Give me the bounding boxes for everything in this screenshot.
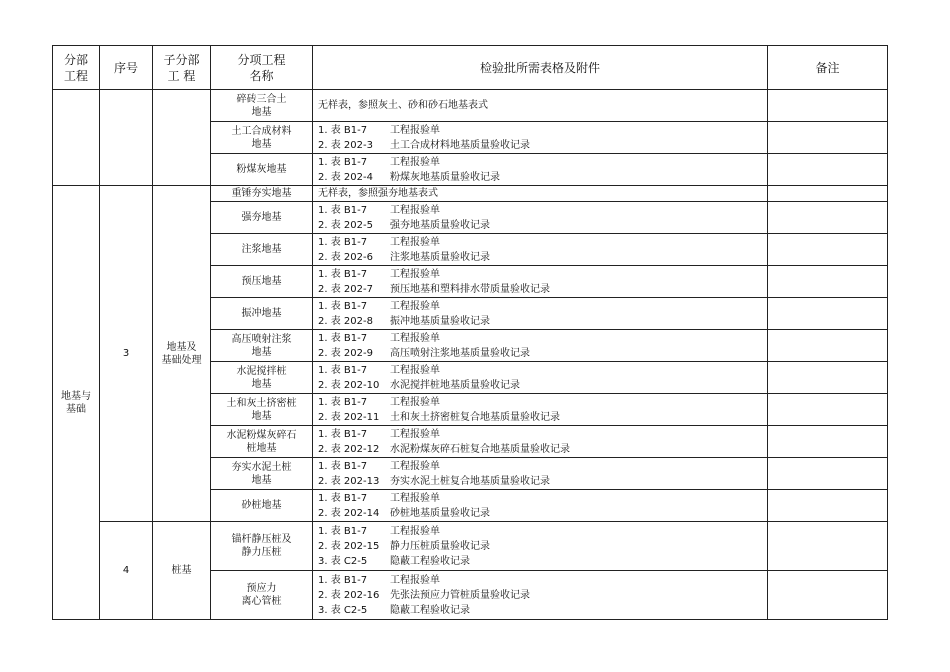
item-name: 重锤夯实地基 (211, 186, 313, 202)
group-4-name: 桩基 (153, 522, 211, 620)
item-name: 水泥粉煤灰碎石 桩地基 (211, 426, 313, 458)
item-docs: 1. 表 B1-7 工程报验单 2. 表 202-9 高压喷射注浆地基质量验收记录 (313, 330, 768, 362)
header-forms: 检验批所需表格及附件 (313, 46, 768, 90)
item-name: 夯实水泥土桩 地基 (211, 458, 313, 490)
item-remark (768, 522, 888, 571)
item-docs: 1. 表 B1-7 工程报验单 2. 表 202-8 振冲地基质量验收记录 (313, 298, 768, 330)
item-remark (768, 234, 888, 266)
inspection-forms-table (52, 45, 888, 620)
item-docs: 无样表，参照强夯地基表式 (313, 186, 768, 202)
header-fenbu: 分部 工程 (53, 46, 100, 90)
item-docs: 1. 表 B1-7 工程报验单 2. 表 202-10 水泥搅拌桩地基质量验收记录 (313, 362, 768, 394)
item-name: 水泥搅拌桩 地基 (211, 362, 313, 394)
item-remark (768, 490, 888, 522)
item-name: 振冲地基 (211, 298, 313, 330)
cell-xuhao-top (100, 90, 153, 186)
item-remark (768, 426, 888, 458)
item-remark (768, 186, 888, 202)
header-zifenbu: 子分部 工 程 (153, 46, 211, 90)
item-name: 注浆地基 (211, 234, 313, 266)
cell-zifenbu-top (153, 90, 211, 186)
item-docs: 1. 表 B1-7 工程报验单 2. 表 202-5 强夯地基质量验收记录 (313, 202, 768, 234)
item-name: 粉煤灰地基 (211, 154, 313, 186)
item-name: 锚杆静压桩及 静力压桩 (211, 522, 313, 571)
item-name: 砂桩地基 (211, 490, 313, 522)
item-docs: 1. 表 B1-7 工程报验单 2. 表 202-4 粉煤灰地基质量验收记录 (313, 154, 768, 186)
cell-fenbu-top (53, 90, 100, 186)
item-name: 预应力 离心管桩 (211, 571, 313, 620)
table-row (53, 90, 888, 122)
table-row (53, 186, 888, 202)
item-docs: 1. 表 B1-7 工程报验单 2. 表 202-15 静力压桩质量验收记录 3. 表 C2-5 隐蔽工程验收记录 (313, 522, 768, 571)
group-4-number: 4 (100, 522, 153, 620)
item-remark (768, 266, 888, 298)
item-remark (768, 458, 888, 490)
group-3-name: 地基及 基础处理 (153, 186, 211, 522)
item-name: 高压喷射注浆 地基 (211, 330, 313, 362)
item-remark (768, 571, 888, 620)
item-remark (768, 362, 888, 394)
header-row (53, 46, 888, 90)
item-name: 碎砖三合土 地基 (211, 90, 313, 122)
table-row (53, 522, 888, 571)
item-docs: 1. 表 B1-7 工程报验单 2. 表 202-7 预压地基和塑料排水带质量验收记录 (313, 266, 768, 298)
fenbu-diji-yu-jichu: 地基与 基础 (53, 186, 100, 620)
item-docs: 1. 表 B1-7 工程报验单 2. 表 202-12 水泥粉煤灰碎石桩复合地基质量验收记录 (313, 426, 768, 458)
group-3-number: 3 (100, 186, 153, 522)
item-docs: 1. 表 B1-7 工程报验单 2. 表 202-6 注浆地基质量验收记录 (313, 234, 768, 266)
item-remark (768, 330, 888, 362)
item-name: 土和灰土挤密桩 地基 (211, 394, 313, 426)
item-docs: 1. 表 B1-7 工程报验单 2. 表 202-13 夯实水泥土桩复合地基质量验收记录 (313, 458, 768, 490)
item-docs: 1. 表 B1-7 工程报验单 2. 表 202-11 土和灰土挤密桩复合地基质量验收记录 (313, 394, 768, 426)
item-docs: 1. 表 B1-7 工程报验单 2. 表 202-16 先张法预应力管桩质量验收记录 3. 表 C2-5 隐蔽工程验收记录 (313, 571, 768, 620)
item-remark (768, 122, 888, 154)
header-fenxiang: 分项工程 名称 (211, 46, 313, 90)
item-remark (768, 394, 888, 426)
item-docs: 无样表，参照灰土、砂和砂石地基表式 (313, 90, 768, 122)
item-docs: 1. 表 B1-7 工程报验单 2. 表 202-3 土工合成材料地基质量验收记录 (313, 122, 768, 154)
item-name: 预压地基 (211, 266, 313, 298)
header-xuhao: 序号 (100, 46, 153, 90)
item-name: 土工合成材料 地基 (211, 122, 313, 154)
item-remark (768, 202, 888, 234)
item-remark (768, 298, 888, 330)
item-remark (768, 154, 888, 186)
item-name: 强夯地基 (211, 202, 313, 234)
item-docs: 1. 表 B1-7 工程报验单 2. 表 202-14 砂桩地基质量验收记录 (313, 490, 768, 522)
item-remark (768, 90, 888, 122)
header-remark: 备注 (768, 46, 888, 90)
